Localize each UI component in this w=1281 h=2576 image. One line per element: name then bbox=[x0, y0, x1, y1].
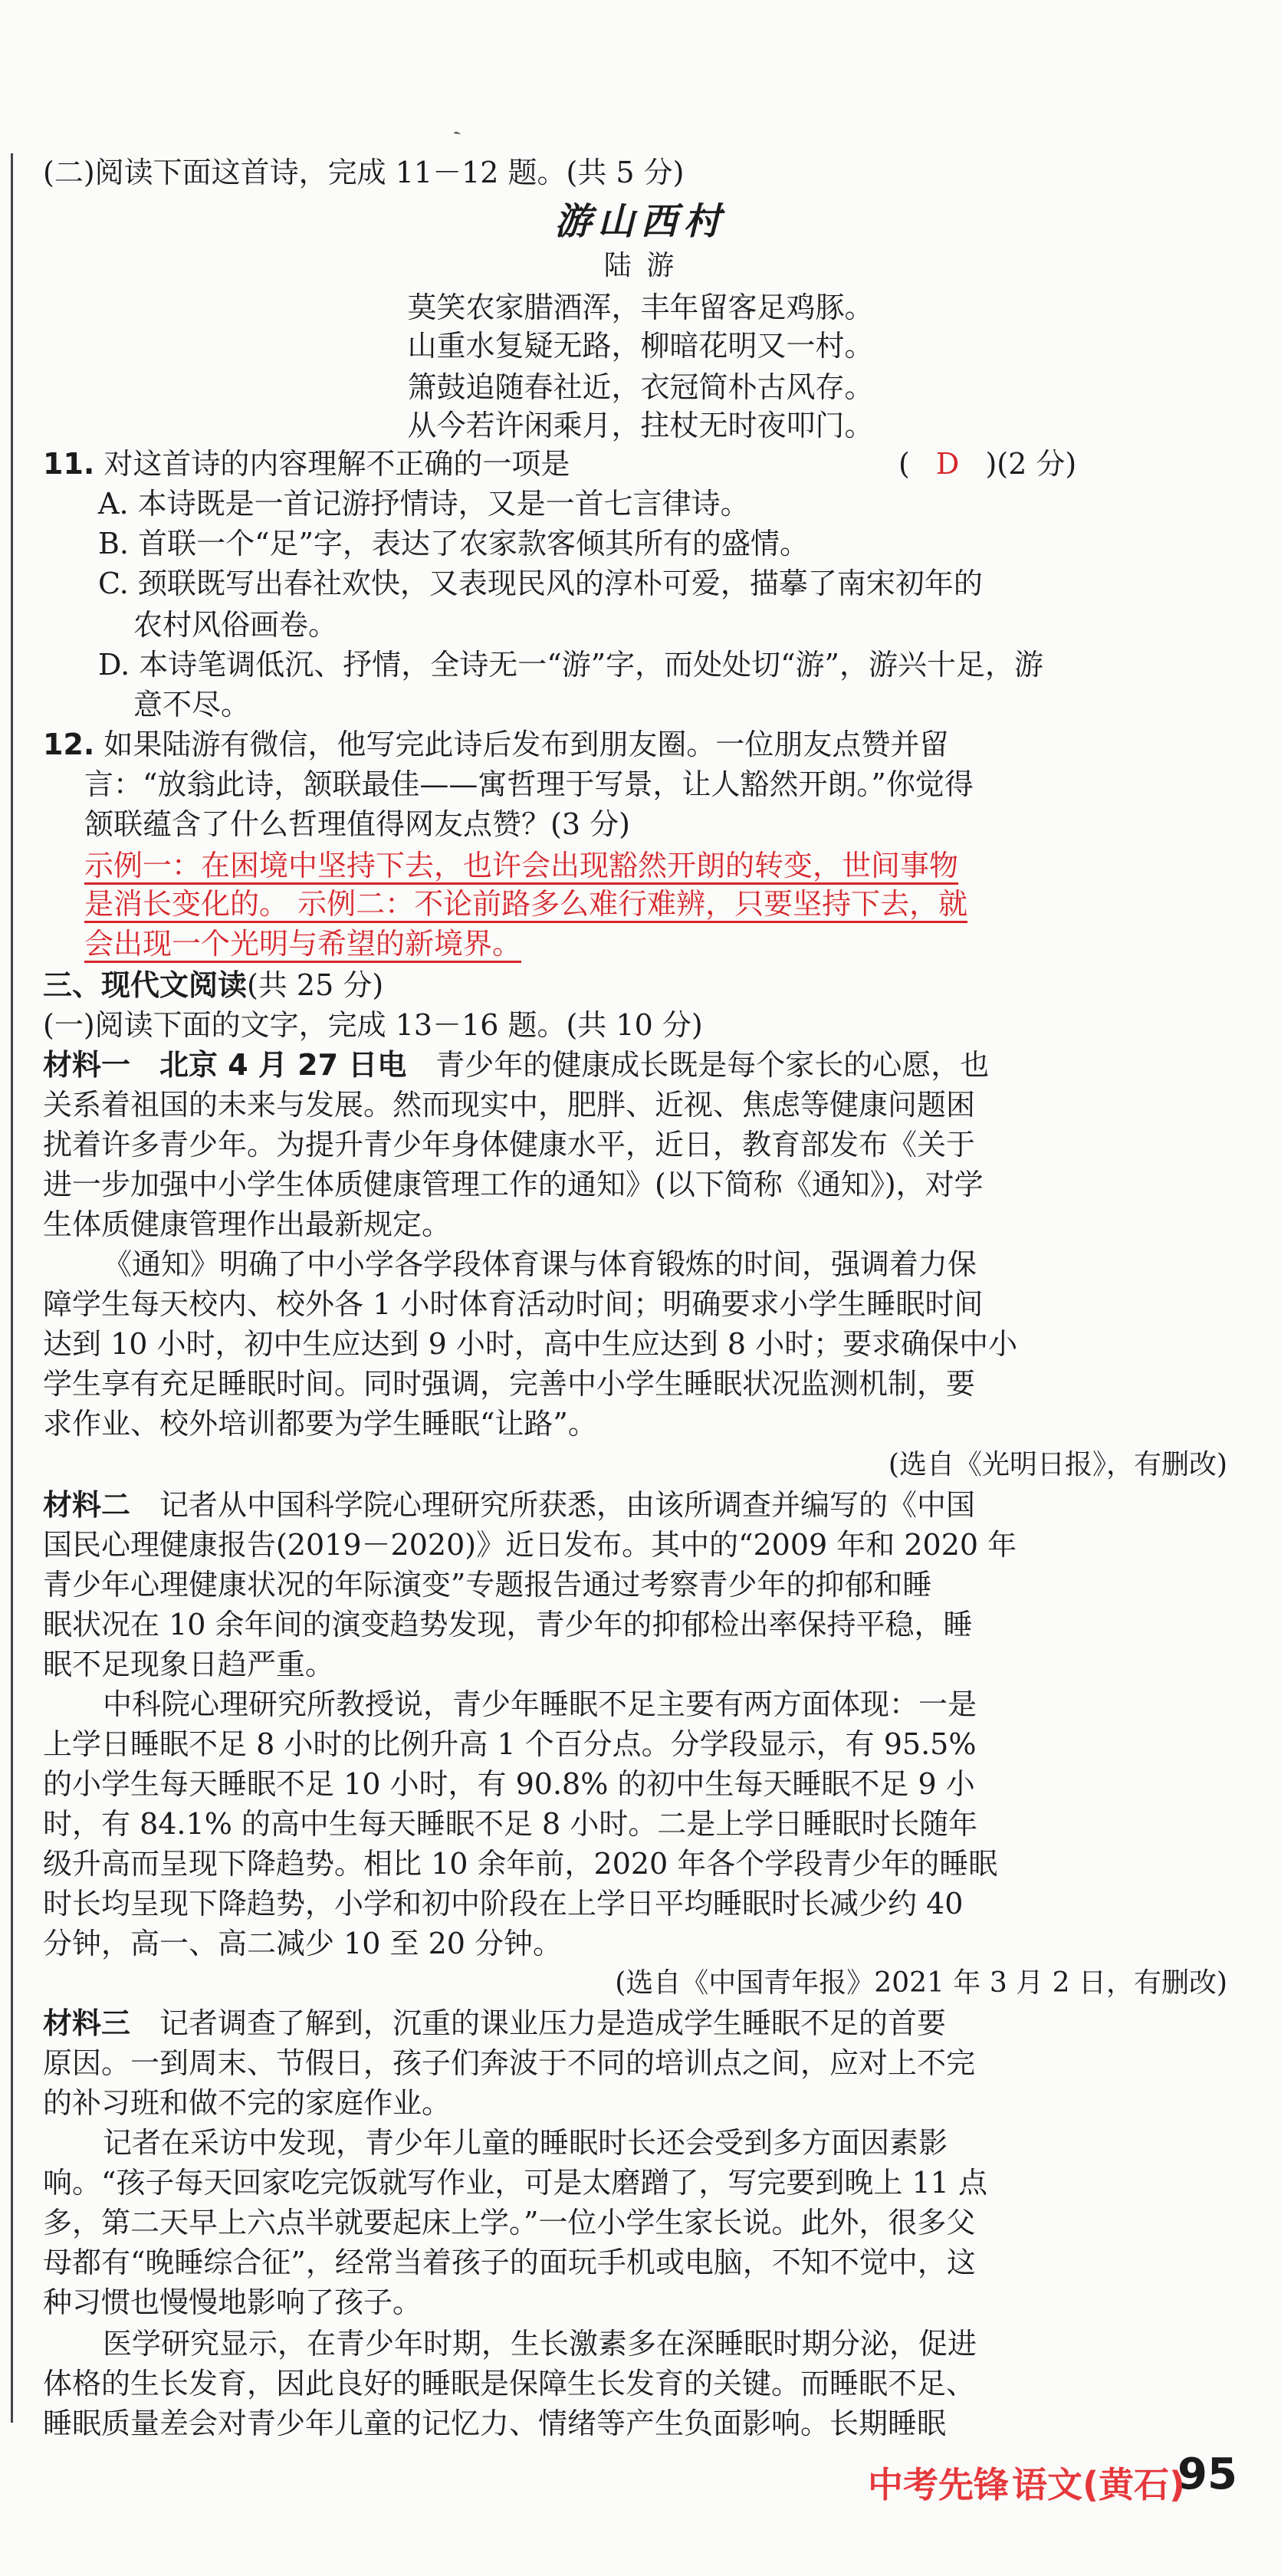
material2-line: 级升高而呈现下降趋势。相比 10 余年前，2020 年各个学段青少年的睡眠 bbox=[43, 1847, 998, 1881]
poem-line: 箫鼓追随春社近，衣冠简朴古风存。 bbox=[407, 370, 874, 404]
material1-line: 达到 10 小时，初中生应达到 9 小时，高中生应达到 8 小时；要求确保中小 bbox=[43, 1327, 1018, 1361]
option-d-cont: 意不尽。 bbox=[133, 688, 251, 721]
material1-source: (选自《光明日报》，有删改) bbox=[888, 1449, 1227, 1480]
material3-line: 的补习班和做不完的家庭作业。 bbox=[43, 2086, 452, 2120]
question-number: 12. bbox=[43, 728, 95, 761]
question-stem: 对这首诗的内容理解不正确的一项是 bbox=[103, 447, 570, 481]
q11-answer: D bbox=[935, 447, 960, 481]
question-number: 11. bbox=[43, 447, 95, 481]
answer-line bbox=[84, 923, 1227, 964]
poem-author: 陆 游 bbox=[603, 250, 678, 281]
option-c-cont: 农村风俗画卷。 bbox=[133, 608, 338, 642]
paren-open: ( bbox=[898, 447, 910, 481]
material1-line: 生体质健康管理作出最新规定。 bbox=[43, 1208, 452, 1241]
dateline: 北京 4 月 27 日电 bbox=[159, 1048, 407, 1082]
material1-line: 扰着许多青少年。为提升青少年身体健康水平，近日，教育部发布《关于 bbox=[43, 1128, 976, 1162]
material-label: 材料一 bbox=[43, 1048, 131, 1082]
q11-answer-paren bbox=[898, 443, 1076, 485]
material1-line: 《通知》明确了中小学各学段体育课与体育锻炼的时间，强调着力保 bbox=[103, 1247, 977, 1281]
section3-subheader: (一)阅读下面的文字，完成 13－16 题。(共 10 分) bbox=[43, 1008, 703, 1042]
answer-line bbox=[84, 845, 1227, 886]
answer-text: 会出现一个光明与希望的新境界。 bbox=[84, 927, 521, 963]
material1-line: 关系着祖国的未来与发展。然而现实中，肥胖、近视、焦虑等健康问题困 bbox=[43, 1088, 976, 1122]
material1-line: 障学生每天校内、校外各 1 小时体育活动时间；明确要求小学生睡眠时间 bbox=[43, 1287, 984, 1321]
answer-line bbox=[84, 883, 1227, 925]
material2-line: 上学日睡眠不足 8 小时的比例升高 1 个百分点。分学段显示，有 95.5% bbox=[43, 1727, 977, 1761]
material3-line: 响。“孩子每天回家吃完饭就写作业，可是太磨蹭了，写完要到晚上 11 点 bbox=[43, 2166, 987, 2200]
material1-line: 学生享有充足睡眠时间。同时强调，完善中小学生睡眠状况监测机制，要 bbox=[43, 1367, 976, 1401]
material3-line: 种习惯也慢慢地影响了孩子。 bbox=[43, 2285, 422, 2319]
paragraph-text: 记者调查了解到，沉重的课业压力是造成学生睡眠不足的首要 bbox=[159, 2006, 947, 2040]
question-12 bbox=[43, 724, 1227, 765]
section3-header bbox=[43, 964, 1227, 1006]
answer-text: 是消长变化的。 示例二：不论前路多么难行难辨，只要坚持下去，就 bbox=[84, 887, 967, 923]
material1-line: 求作业、校外培训都要为学生睡眠“让路”。 bbox=[43, 1407, 597, 1441]
paragraph-text: 青少年的健康成长既是每个家长的心愿，也 bbox=[435, 1048, 990, 1082]
material2-line: 时长均呈现下降趋势，小学和初中阶段在上学日平均睡眠时长减少约 40 bbox=[43, 1887, 964, 1921]
paragraph-text: 记者从中国科学院心理研究所获悉，由该所调查并编写的《中国 bbox=[159, 1488, 976, 1522]
material3-line: 睡眠质量差会对青少年儿童的记忆力、情绪等产生负面影响。长期睡眠 bbox=[43, 2407, 947, 2440]
material3-first-line bbox=[43, 2003, 1227, 2044]
section-score: (共 25 分) bbox=[247, 968, 384, 1002]
footer-subject: 语文(黄石) bbox=[1012, 2464, 1186, 2505]
material3-line: 医学研究显示，在青少年时期，生长激素多在深睡眠时期分泌，促进 bbox=[103, 2327, 977, 2361]
page-number: 95 bbox=[1178, 2450, 1237, 2499]
section-title: 三、现代文阅读 bbox=[43, 968, 248, 1002]
material1-first-line bbox=[43, 1044, 1227, 1086]
material2-line: 青少年心理健康状况的年际演变”专题报告通过考察青少年的抑郁和睡 bbox=[43, 1568, 932, 1602]
question-stem: 如果陆游有微信，他写完此诗后发布到朋友圈。一位朋友点赞并留 bbox=[103, 728, 949, 761]
material-label: 材料三 bbox=[43, 2006, 131, 2040]
option-c: C. 颈联既写出春社欢快，又表现民风的淳朴可爱，描摹了南宋初年的 bbox=[98, 567, 983, 600]
footer-brand: 中考先锋 bbox=[868, 2464, 1009, 2505]
material2-line: 眠状况在 10 余年间的演变趋势发现，青少年的抑郁检出率保持平稳，睡 bbox=[43, 1608, 973, 1641]
option-d: D. 本诗笔调低沉、抒情，全诗无一“游”字，而处处切“游”，游兴十足，游 bbox=[98, 648, 1043, 682]
material-label: 材料二 bbox=[43, 1488, 131, 1522]
material2-line: 中科院心理研究所教授说，青少年睡眠不足主要有两方面体现：一是 bbox=[103, 1687, 977, 1721]
option-a: A. 本诗既是一首记游抒情诗，又是一首七言律诗。 bbox=[98, 487, 750, 521]
poem-line: 山重水复疑无路，柳暗花明又一村。 bbox=[407, 329, 874, 363]
material3-line: 原因。一到周末、节假日，孩子们奔波于不同的培训点之间，应对上不完 bbox=[43, 2046, 976, 2080]
poem-title: 游山西村 bbox=[554, 200, 727, 243]
material2-line: 分钟，高一、高二减少 10 至 20 分钟。 bbox=[43, 1927, 563, 1960]
pen-mark: ˏ bbox=[438, 106, 463, 139]
material3-line: 体格的生长发育，因此良好的睡眠是保障生长发育的关键。而睡眠不足、 bbox=[43, 2367, 976, 2400]
material2-source: (选自《中国青年报》2021 年 3 月 2 日，有删改) bbox=[615, 1967, 1227, 1999]
material3-line: 母都有“晚睡综合征”，经常当着孩子的面玩手机或电脑，不知不觉中，这 bbox=[43, 2246, 976, 2279]
material3-line: 多，第二天早上六点半就要起床上学。”一位小学生家长说。此外，很多父 bbox=[43, 2206, 976, 2239]
material2-line: 的小学生每天睡眠不足 10 小时，有 90.8% 的初中生每天睡眠不足 9 小 bbox=[43, 1767, 975, 1801]
paren-close: )(2 分) bbox=[985, 447, 1077, 481]
material2-line: 时，有 84.1% 的高中生每天睡眠不足 8 小时。二是上学日睡眠时长随年 bbox=[43, 1807, 978, 1841]
section2-header: (二)阅读下面这首诗，完成 11－12 题。(共 5 分) bbox=[43, 156, 685, 189]
material3-line: 记者在采访中发现，青少年儿童的睡眠时长还会受到多方面因素影 bbox=[103, 2126, 948, 2160]
poem-line: 莫笑农家腊酒浑，丰年留客足鸡豚。 bbox=[407, 291, 874, 324]
question-12-line: 言：“放翁此诗，颔联最佳——寓哲理于写景，让人豁然开朗。”你觉得 bbox=[84, 767, 974, 801]
material2-line: 国民心理健康报告(2019－2020)》近日发布。其中的“2009 年和 2020 年 bbox=[43, 1528, 1017, 1562]
material2-first-line bbox=[43, 1484, 1227, 1526]
poem-line: 从今若许闲乘月，拄杖无时夜叩门。 bbox=[407, 409, 874, 442]
answer-text: 示例一：在困境中坚持下去，也许会出现豁然开朗的转变，世间事物 bbox=[84, 849, 958, 885]
option-b: B. 首联一个“足”字，表达了农家款客倾其所有的盛情。 bbox=[98, 527, 809, 560]
margin-rule bbox=[11, 153, 13, 2423]
material1-line: 进一步加强中小学生体质健康管理工作的通知》(以下简称《通知》)，对学 bbox=[43, 1168, 984, 1201]
material2-line: 眠不足现象日趋严重。 bbox=[43, 1648, 335, 1681]
question-12-line: 颔联蕴含了什么哲理值得网友点赞？(3 分) bbox=[84, 807, 630, 841]
